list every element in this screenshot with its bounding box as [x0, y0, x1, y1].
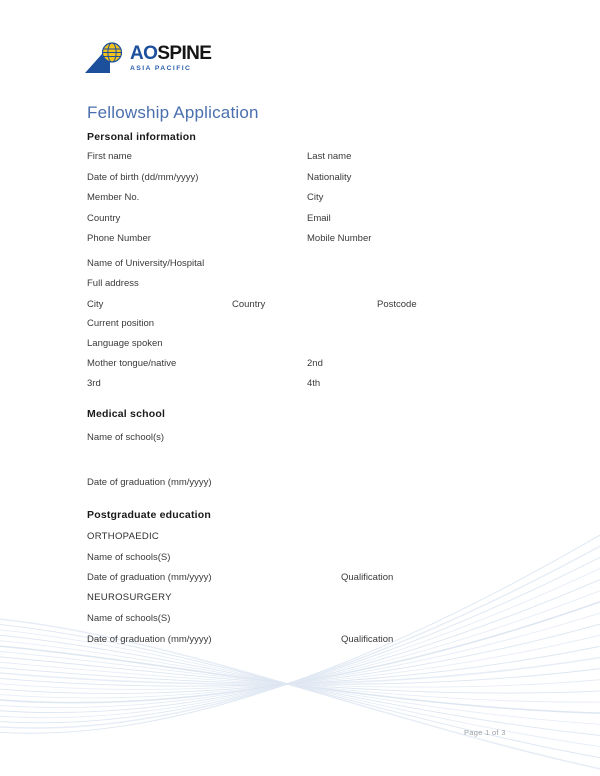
field-label-phone-number: Phone Number [87, 233, 151, 244]
field-label-last-name: Last name [307, 151, 352, 162]
field-label-neuro-qualification: Qualification [341, 634, 394, 645]
field-label-member-no: Member No. [87, 192, 140, 203]
field-label-address-city: City [87, 299, 104, 310]
field-label-ortho-school-names: Name of schools(S) [87, 552, 171, 563]
field-label-second-language: 2nd [307, 358, 323, 369]
field-label-full-address: Full address [87, 278, 139, 289]
field-label-ortho-graduation-date: Date of graduation (mm/yyyy) [87, 572, 212, 583]
logo-wordmark [130, 44, 211, 63]
field-label-current-position: Current position [87, 318, 155, 329]
section-heading-medical-school: Medical school [87, 408, 166, 420]
logo-text [130, 44, 211, 72]
field-label-mother-tongue: Mother tongue/native [87, 358, 177, 369]
subsection-label-orthopaedic: ORTHOPAEDIC [87, 531, 160, 542]
field-label-ortho-qualification: Qualification [341, 572, 394, 583]
field-label-fourth-language: 4th [307, 378, 321, 389]
globe-triangle-icon [84, 41, 124, 75]
subsection-label-neurosurgery: NEUROSURGERY [87, 592, 172, 603]
field-label-email: Email [307, 213, 331, 224]
logo-ao-text: AO [130, 43, 158, 64]
field-label-medical-school-names: Name of school(s) [87, 432, 165, 443]
field-label-language-spoken: Language spoken [87, 338, 163, 349]
page-title: Fellowship Application [87, 103, 259, 122]
page-number: Page 1 of 3 [464, 728, 506, 737]
aospine-logo [84, 41, 211, 75]
field-label-medical-graduation-date: Date of graduation (mm/yyyy) [87, 477, 212, 488]
field-label-city: City [307, 192, 324, 203]
field-label-country: Country [87, 213, 121, 224]
section-heading-postgraduate: Postgraduate education [87, 509, 212, 521]
field-label-mobile-number: Mobile Number [307, 233, 372, 244]
field-label-address-postcode: Postcode [377, 299, 417, 310]
field-label-third-language: 3rd [87, 378, 101, 389]
field-label-neuro-graduation-date: Date of graduation (mm/yyyy) [87, 634, 212, 645]
field-label-address-country: Country [232, 299, 266, 310]
logo-tagline: ASIA PACIFIC [130, 65, 192, 72]
logo-spine-text: SPINE [157, 43, 212, 64]
field-label-date-of-birth: Date of birth (dd/mm/yyyy) [87, 172, 199, 183]
section-heading-personal: Personal information [87, 131, 197, 143]
field-label-university-hospital: Name of University/Hospital [87, 258, 205, 269]
field-label-neuro-school-names: Name of schools(S) [87, 613, 171, 624]
field-label-nationality: Nationality [307, 172, 352, 183]
field-label-first-name: First name [87, 151, 132, 162]
